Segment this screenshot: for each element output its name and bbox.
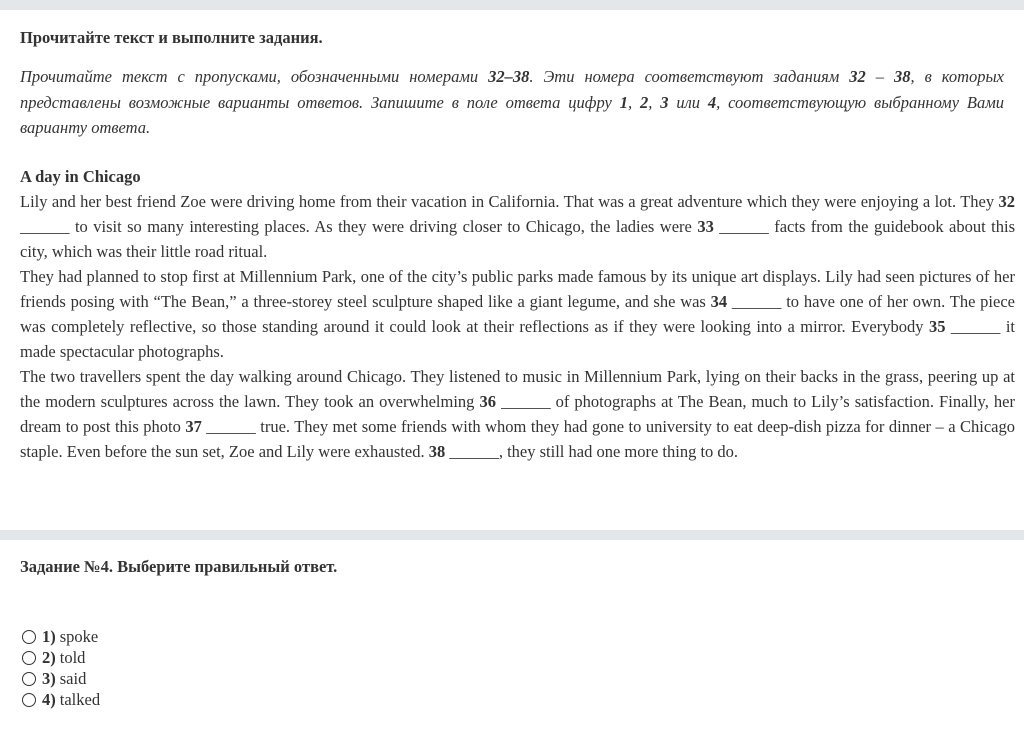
radio-button-icon[interactable] — [22, 693, 36, 707]
passage-paragraph-1: Lily and her best friend Zoe were driving home from their vacation in California. That was a great adventure which they were enjoying a lot. They 32 ______ to visit so many interesting places. As they were driving closer to Chicago, the ladies were 33 ______ facts from the guidebook about this city, which was their little road ritual. — [20, 192, 1015, 261]
option-number: 3) — [42, 668, 56, 688]
passage-paragraph-3: The two travellers spent the day walking around Chicago. They listened to music in Millennium Park, lying on their backs in the grass, peering up at the modern sculptures across the lawn. They took an overwhelming 36 ______ of photographs at The Bean, much to Lily’s satisfaction. Finally, her dream to post this photo 37 ______ true. They met some friends with whom they had gone to university to eat deep-dish pizza for dinner – a Chicago staple. Even before the sun set, Zoe and Lily were exhausted. 38 ______, they still had one more thing to do. — [20, 367, 1015, 461]
gap-number-32: 32 — [998, 192, 1015, 211]
gap-number-33: 33 — [697, 217, 714, 236]
gap-blank-35: ______ — [945, 317, 1001, 336]
answer-option-1[interactable] — [20, 626, 100, 647]
gap-blank-37: ______ — [201, 417, 256, 436]
page-title: Прочитайте текст и выполните задания. — [20, 28, 323, 47]
option-text: said — [59, 668, 87, 688]
option-text: talked — [59, 689, 101, 709]
passage-title: A day in Chicago — [20, 167, 141, 186]
gap-blank-38: ______ — [445, 442, 499, 461]
gap-number-35: 35 — [928, 317, 946, 336]
radio-button-icon[interactable] — [22, 630, 36, 644]
task-title: Задание №4. Выберите правильный ответ. — [20, 557, 338, 576]
option-number: 2) — [42, 647, 56, 667]
reading-passage — [20, 164, 1015, 464]
top-separator — [0, 0, 1024, 10]
answer-option-4[interactable] — [20, 689, 100, 710]
gap-blank-33: ______ — [713, 217, 769, 236]
gap-number-34: 34 — [710, 292, 728, 311]
option-text: told — [59, 647, 86, 667]
answer-options — [20, 626, 100, 710]
answer-option-3[interactable] — [20, 668, 100, 689]
instructions: Прочитайте текст с пропусками, обозначенными номерами 32–38. Эти номера соответствуют заданиям 32 – 38, в которых представлены возможные варианты ответов. Запишите в поле ответа цифру 1, 2, 3 или 4, соответствующую выбранному Вами варианту ответа. — [20, 67, 1005, 137]
gap-number-37: 37 — [185, 417, 202, 436]
gap-blank-34: ______ — [727, 292, 782, 311]
radio-button-icon[interactable] — [22, 651, 36, 665]
option-text: spoke — [59, 626, 99, 646]
option-number: 4) — [42, 689, 56, 709]
gap-number-38: 38 — [428, 442, 446, 461]
passage-paragraph-2: They had planned to stop first at Millennium Park, one of the city’s public parks made famous by its unique art displays. Lily had seen pictures of her friends posing with “The Bean,” a three-storey steel sculpture shaped like a giant legume, and she was 34 ______ to have one of her own. The piece was completely reflective, so those standing around it could look at their reflections as if they were looking into a mirror. Everybody 35 ______ it made spectacular photographs. — [20, 267, 1016, 361]
section-separator — [0, 530, 1024, 540]
radio-button-icon[interactable] — [22, 672, 36, 686]
gap-blank-32: ______ — [20, 217, 70, 236]
answer-option-2[interactable] — [20, 647, 100, 668]
gap-blank-36: ______ — [496, 392, 551, 411]
option-number: 1) — [42, 626, 56, 646]
gap-number-36: 36 — [479, 392, 496, 411]
